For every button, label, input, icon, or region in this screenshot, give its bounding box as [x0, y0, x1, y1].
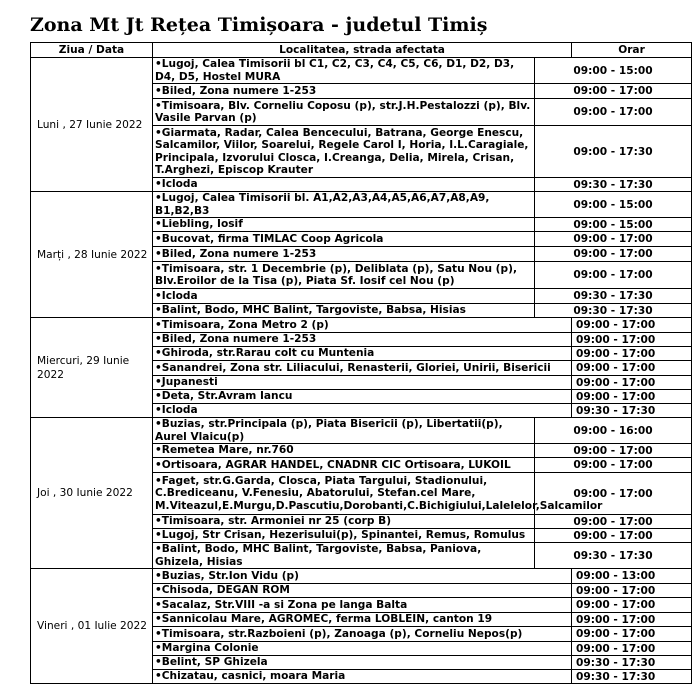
location-text: Buzias, Str.Ion Vidu (p) [161, 569, 299, 582]
time-cell: 09:00 - 17:00 [572, 318, 692, 333]
bullet-icon: • [155, 361, 162, 374]
bullet-icon: • [155, 178, 162, 191]
time-cell: 09:30 - 17:30 [572, 404, 692, 418]
day-cell: Joi , 30 Iunie 2022 [31, 418, 153, 569]
time-cell: 09:00 - 15:00 [535, 218, 692, 232]
location-cell [153, 218, 535, 232]
time-cell: 09:00 - 17:00 [535, 84, 692, 99]
location-text: Sanandrei, Zona str. Liliacului, Renasterii, Gloriei, Unirii, Bisericii [161, 361, 551, 374]
bullet-icon: • [155, 262, 162, 275]
location-text: Margina Colonie [161, 642, 259, 655]
bullet-icon: • [155, 289, 162, 302]
location-cell [153, 598, 572, 613]
time-cell: 09:00 - 17:00 [535, 247, 692, 262]
location-cell [153, 627, 572, 642]
bullet-icon: • [155, 58, 162, 70]
location-cell [153, 656, 572, 670]
time-cell: 09:30 - 17:30 [535, 304, 692, 318]
location-text: Chisoda, DEGAN ROM [161, 584, 290, 597]
bullet-icon: • [155, 304, 162, 317]
location-text: Sannicolau Mare, AGROMEC, ferma LOBLEIN, canton 19 [161, 613, 493, 626]
location-cell [153, 529, 535, 543]
location-cell [153, 642, 572, 656]
location-text: Sacalaz, Str.VIII -a si Zona pe langa Balta [161, 598, 408, 611]
location-text: Balint, Bodo, MHC Balint, Targoviste, Babsa, Paniova, Ghizela, Hisias [155, 543, 482, 568]
bullet-icon: • [155, 418, 162, 430]
table-row [31, 58, 692, 84]
location-text: Giarmata, Radar, Calea Bencecului, Batrana, George Enescu, Salcamilor, Viilor, Soarelui, Regele Carol I, Horia, I.L.Caragiale, Principala, Izvorului Closca, I.Creanga, Delia, Mirela, Crisan, T.Arghezi, Episcop Krauter [155, 126, 529, 176]
location-cell [153, 347, 572, 361]
bullet-icon: • [155, 627, 162, 640]
bullet-icon: • [155, 247, 162, 260]
location-text: Chizatau, casnici, moara Maria [161, 670, 346, 683]
location-text: Biled, Zona numere 1-253 [161, 333, 317, 346]
bullet-icon: • [155, 656, 162, 669]
location-text: Buzias, str.Principala (p), Piata Bisericii (p), Libertatii(p), Aurel Vlaicu(p) [155, 418, 503, 443]
table-row [31, 569, 692, 584]
time-cell: 09:30 - 17:30 [572, 670, 692, 684]
bullet-icon: • [155, 390, 162, 403]
location-cell [153, 192, 535, 218]
location-cell [153, 262, 535, 289]
location-text: Icloda [161, 289, 198, 302]
location-text: Jupanesti [161, 376, 218, 389]
time-cell: 09:30 - 17:30 [535, 178, 692, 192]
bullet-icon: • [155, 613, 162, 626]
location-cell [153, 58, 535, 84]
location-cell [153, 247, 535, 262]
page-title: Zona Mt Jt Rețea Timișoara - judetul Timiș [30, 14, 488, 36]
time-cell: 09:00 - 15:00 [535, 58, 692, 84]
location-cell [153, 473, 603, 515]
location-cell [153, 99, 535, 126]
location-text: Balint, Bodo, MHC Balint, Targoviste, Babsa, Hisias [161, 304, 466, 317]
time-cell: 09:00 - 17:00 [535, 515, 692, 529]
bullet-icon: • [155, 99, 162, 112]
time-cell: 09:30 - 17:30 [535, 543, 692, 569]
location-cell [153, 333, 572, 347]
bullet-icon: • [155, 84, 162, 97]
location-cell [153, 613, 572, 627]
location-cell [153, 390, 572, 404]
time-cell: 09:00 - 17:00 [535, 458, 692, 473]
bullet-icon: • [155, 333, 162, 346]
location-cell [153, 126, 535, 178]
location-cell [153, 515, 535, 529]
bullet-icon: • [155, 218, 162, 231]
bullet-icon: • [155, 515, 162, 528]
time-cell: 09:00 - 17:00 [572, 642, 692, 656]
bullet-icon: • [155, 318, 162, 331]
location-text: Lugoj, Calea Timisorii bl. A1,A2,A3,A4,A5,A6,A7,A8,A9, B1,B2,B3 [155, 192, 490, 217]
day-cell: Luni , 27 Iunie 2022 [31, 58, 153, 192]
time-cell: 09:00 - 17:00 [572, 376, 692, 390]
table-row [31, 418, 692, 444]
location-text: Biled, Zona numere 1-253 [161, 84, 317, 97]
location-cell [153, 232, 535, 247]
bullet-icon: • [155, 670, 162, 683]
header-day: Ziua / Data [31, 43, 153, 58]
location-cell [153, 670, 572, 684]
time-cell: 09:00 - 17:00 [572, 390, 692, 404]
time-cell: 09:00 - 17:00 [572, 613, 692, 627]
location-text: Timisoara, str.Razboieni (p), Zanoaga (p), Corneliu Nepos(p) [161, 627, 523, 640]
location-cell [153, 543, 535, 569]
location-text: Deta, Str.Avram Iancu [161, 390, 293, 403]
location-cell [153, 318, 572, 333]
bullet-icon: • [155, 642, 162, 655]
time-cell: 09:00 - 17:00 [572, 361, 692, 376]
time-cell: 09:00 - 17:30 [535, 126, 692, 178]
time-cell: 09:00 - 17:00 [572, 333, 692, 347]
location-text: Timisoara, Zona Metro 2 (p) [161, 318, 329, 331]
location-cell [153, 418, 535, 444]
location-text: Liebling, Iosif [161, 218, 243, 231]
bullet-icon: • [155, 598, 162, 611]
time-cell: 09:00 - 17:00 [535, 232, 692, 247]
location-text: Faget, str.G.Garda, Closca, Piata Targului, Stadionului, C.Brediceanu, V.Fenesiu, Abatorului, Stefan.cel Mare, M.Viteazul,E.Murgu,D.Pascutiu,Dorobanti,C.Bichigiului,Lalelelor,Salcamilor [155, 474, 603, 512]
time-cell: 09:30 - 17:30 [572, 656, 692, 670]
location-text: Lugoj, Calea Timisorii bl C1, C2, C3, C4, C5, C6, D1, D2, D3, D4, D5, Hostel MURA [155, 58, 515, 83]
table-row [31, 192, 692, 218]
location-cell [153, 289, 535, 304]
time-cell: 09:00 - 17:00 [535, 444, 692, 458]
location-text: Timisoara, str. Armoniei nr 25 (corp B) [161, 515, 392, 528]
table-row [31, 318, 692, 333]
location-text: Icloda [161, 404, 198, 417]
bullet-icon: • [155, 569, 162, 582]
bullet-icon: • [155, 126, 162, 139]
time-cell: 09:00 - 16:00 [535, 418, 692, 444]
time-cell: 09:00 - 17:00 [535, 529, 692, 543]
outage-schedule-table [30, 42, 692, 684]
bullet-icon: • [155, 404, 162, 417]
day-cell: Miercuri, 29 Iunie 2022 [31, 318, 153, 418]
time-cell: 09:00 - 17:00 [572, 347, 692, 361]
time-cell: 09:30 - 17:30 [535, 289, 692, 304]
time-cell: 09:00 - 17:00 [572, 627, 692, 642]
location-text: Timisoara, Blv. Corneliu Coposu (p), str.J.H.Pestalozzi (p), Blv. Vasile Parvan (p) [155, 99, 531, 124]
bullet-icon: • [155, 444, 162, 457]
location-text: Biled, Zona numere 1-253 [161, 247, 317, 260]
location-text: Remetea Mare, nr.760 [161, 444, 294, 457]
bullet-icon: • [155, 529, 162, 542]
location-cell [153, 569, 572, 584]
location-cell [153, 84, 535, 99]
location-text: Lugoj, Str Crisan, Hezerisului(p), Spinantei, Remus, Romulus [161, 529, 526, 542]
header-location: Localitatea, strada afectata [153, 43, 572, 58]
time-cell: 09:00 - 17:00 [572, 584, 692, 598]
bullet-icon: • [155, 376, 162, 389]
location-cell [153, 458, 535, 473]
location-cell [153, 376, 572, 390]
day-cell: Vineri , 01 Iulie 2022 [31, 569, 153, 684]
location-cell [153, 404, 572, 418]
location-text: Bucovat, firma TIMLAC Coop Agricola [161, 232, 384, 245]
bullet-icon: • [155, 543, 162, 555]
bullet-icon: • [155, 584, 162, 597]
location-text: Icloda [161, 178, 198, 191]
location-cell [153, 178, 535, 192]
time-cell: 09:00 - 15:00 [535, 192, 692, 218]
time-cell: 09:00 - 17:00 [535, 473, 692, 515]
location-text: Ghiroda, str.Rarau colt cu Muntenia [161, 347, 375, 360]
time-cell: 09:00 - 13:00 [572, 569, 692, 584]
day-cell: Marți , 28 Iunie 2022 [31, 192, 153, 318]
location-text: Belint, SP Ghizela [161, 656, 268, 669]
location-cell [153, 584, 572, 598]
table-header-row [31, 43, 692, 58]
location-cell [153, 304, 535, 318]
bullet-icon: • [155, 474, 162, 487]
time-cell: 09:00 - 17:00 [535, 262, 692, 289]
bullet-icon: • [155, 232, 162, 245]
location-cell [153, 361, 572, 376]
location-text: Ortisoara, AGRAR HANDEL, CNADNR CIC Ortisoara, LUKOIL [161, 458, 511, 471]
bullet-icon: • [155, 192, 162, 204]
bullet-icon: • [155, 347, 162, 360]
time-cell: 09:00 - 17:00 [572, 598, 692, 613]
location-text: Timisoara, str. 1 Decembrie (p), Deliblata (p), Satu Nou (p), Blv.Eroilor de la Tisa (p), Piata Sf. Iosif cel Nou (p) [155, 262, 517, 287]
location-cell [153, 444, 535, 458]
header-time: Orar [572, 43, 692, 58]
bullet-icon: • [155, 458, 162, 471]
time-cell: 09:00 - 17:00 [535, 99, 692, 126]
